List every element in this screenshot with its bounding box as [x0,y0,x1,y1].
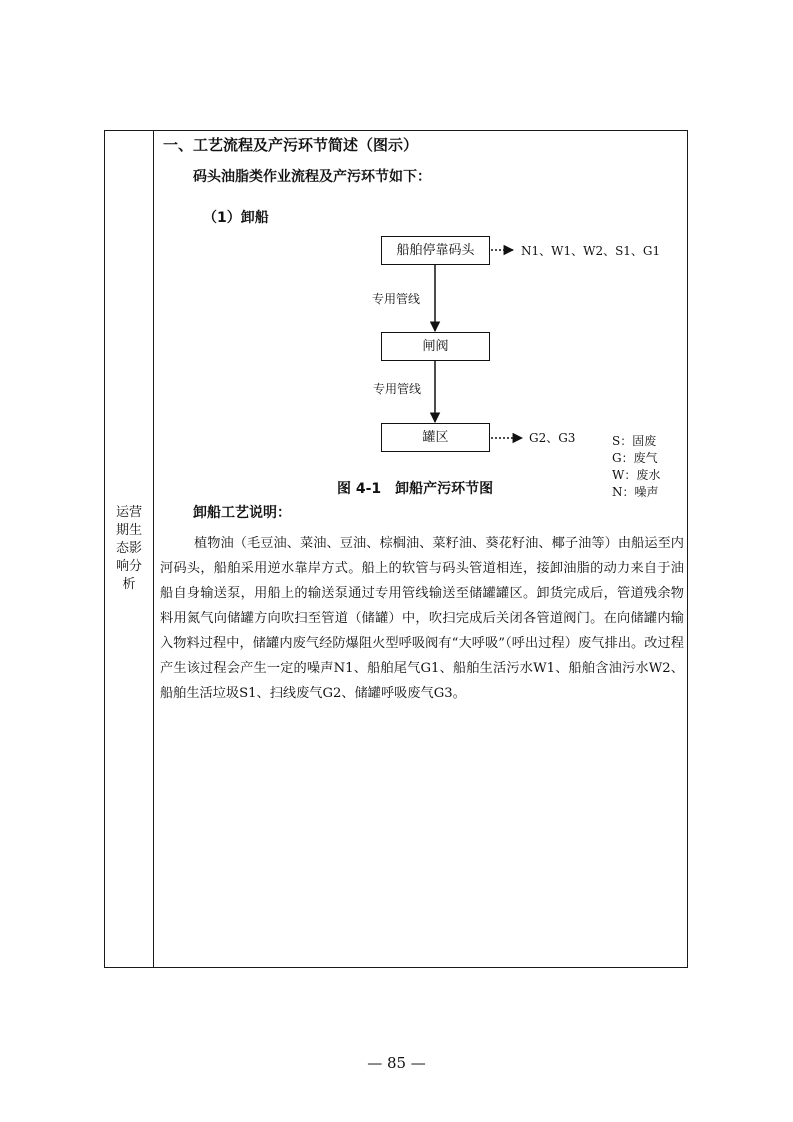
output-label: N1、W1、W2、S1、G1 [521,244,661,258]
subsection-heading: （1）卸船 [203,210,269,226]
page-number: — 85 — [367,1054,426,1072]
section-heading: 一、工艺流程及产污环节简述（图示） [163,136,419,154]
side-label-line: 态影 [115,541,142,556]
pipeline-label: 专用管线 [372,292,421,306]
pipeline-label: 专用管线 [373,382,422,396]
side-label-line: 期生 [115,523,142,538]
legend-item: S：固废 [612,434,657,448]
process-paragraph [160,531,684,706]
flow-box-valve: 闸阀 [381,332,490,361]
legend-item: W：废水 [612,468,661,482]
section-intro: 码头油脂类作业流程及产污环节如下： [193,169,431,185]
side-label-line: 响分 [115,559,142,574]
process-heading: 卸船工艺说明： [193,505,291,521]
flow-box-tank-area: 罐区 [381,423,490,452]
legend-item: N：噪声 [612,485,659,499]
figure-caption: 图 4-1 卸船产污环节图 [337,481,494,497]
flow-box-berthing: 船舶停靠码头 [381,236,490,265]
legend-item: G：废气 [612,451,658,465]
side-label-line: 运营 [115,505,142,520]
output-label: G2、G3 [529,431,576,445]
legend [612,433,660,501]
process-text: 植物油（毛豆油、菜油、豆油、棕榈油、菜籽油、葵花籽油、椰子油等）由船运至内河码头，船舶采用逆水靠岸方式。船上的软管与码头管道相连，接卸油脂的动力来自于油船自身输送泵，用船上的输送泵通过专用管线输送至储罐罐区。卸货完成后，管道残余物料用氮气向储罐方向吹扫至管道（储罐）中，吹扫完成后关闭各管道阀门。在向储罐内输入物料过程中，储罐内废气经防爆阻火型呼吸阀有“大呼吸”（呼出过程）废气排出。改过程产生该过程会产生一定的噪声N1、船舶尾气G1、船舶生活污水W1、船舶含油污水W2、船舶生活垃圾S1、扫线废气G2、储罐呼吸废气G3。 [160,536,684,701]
side-label-line: 析 [122,577,136,592]
